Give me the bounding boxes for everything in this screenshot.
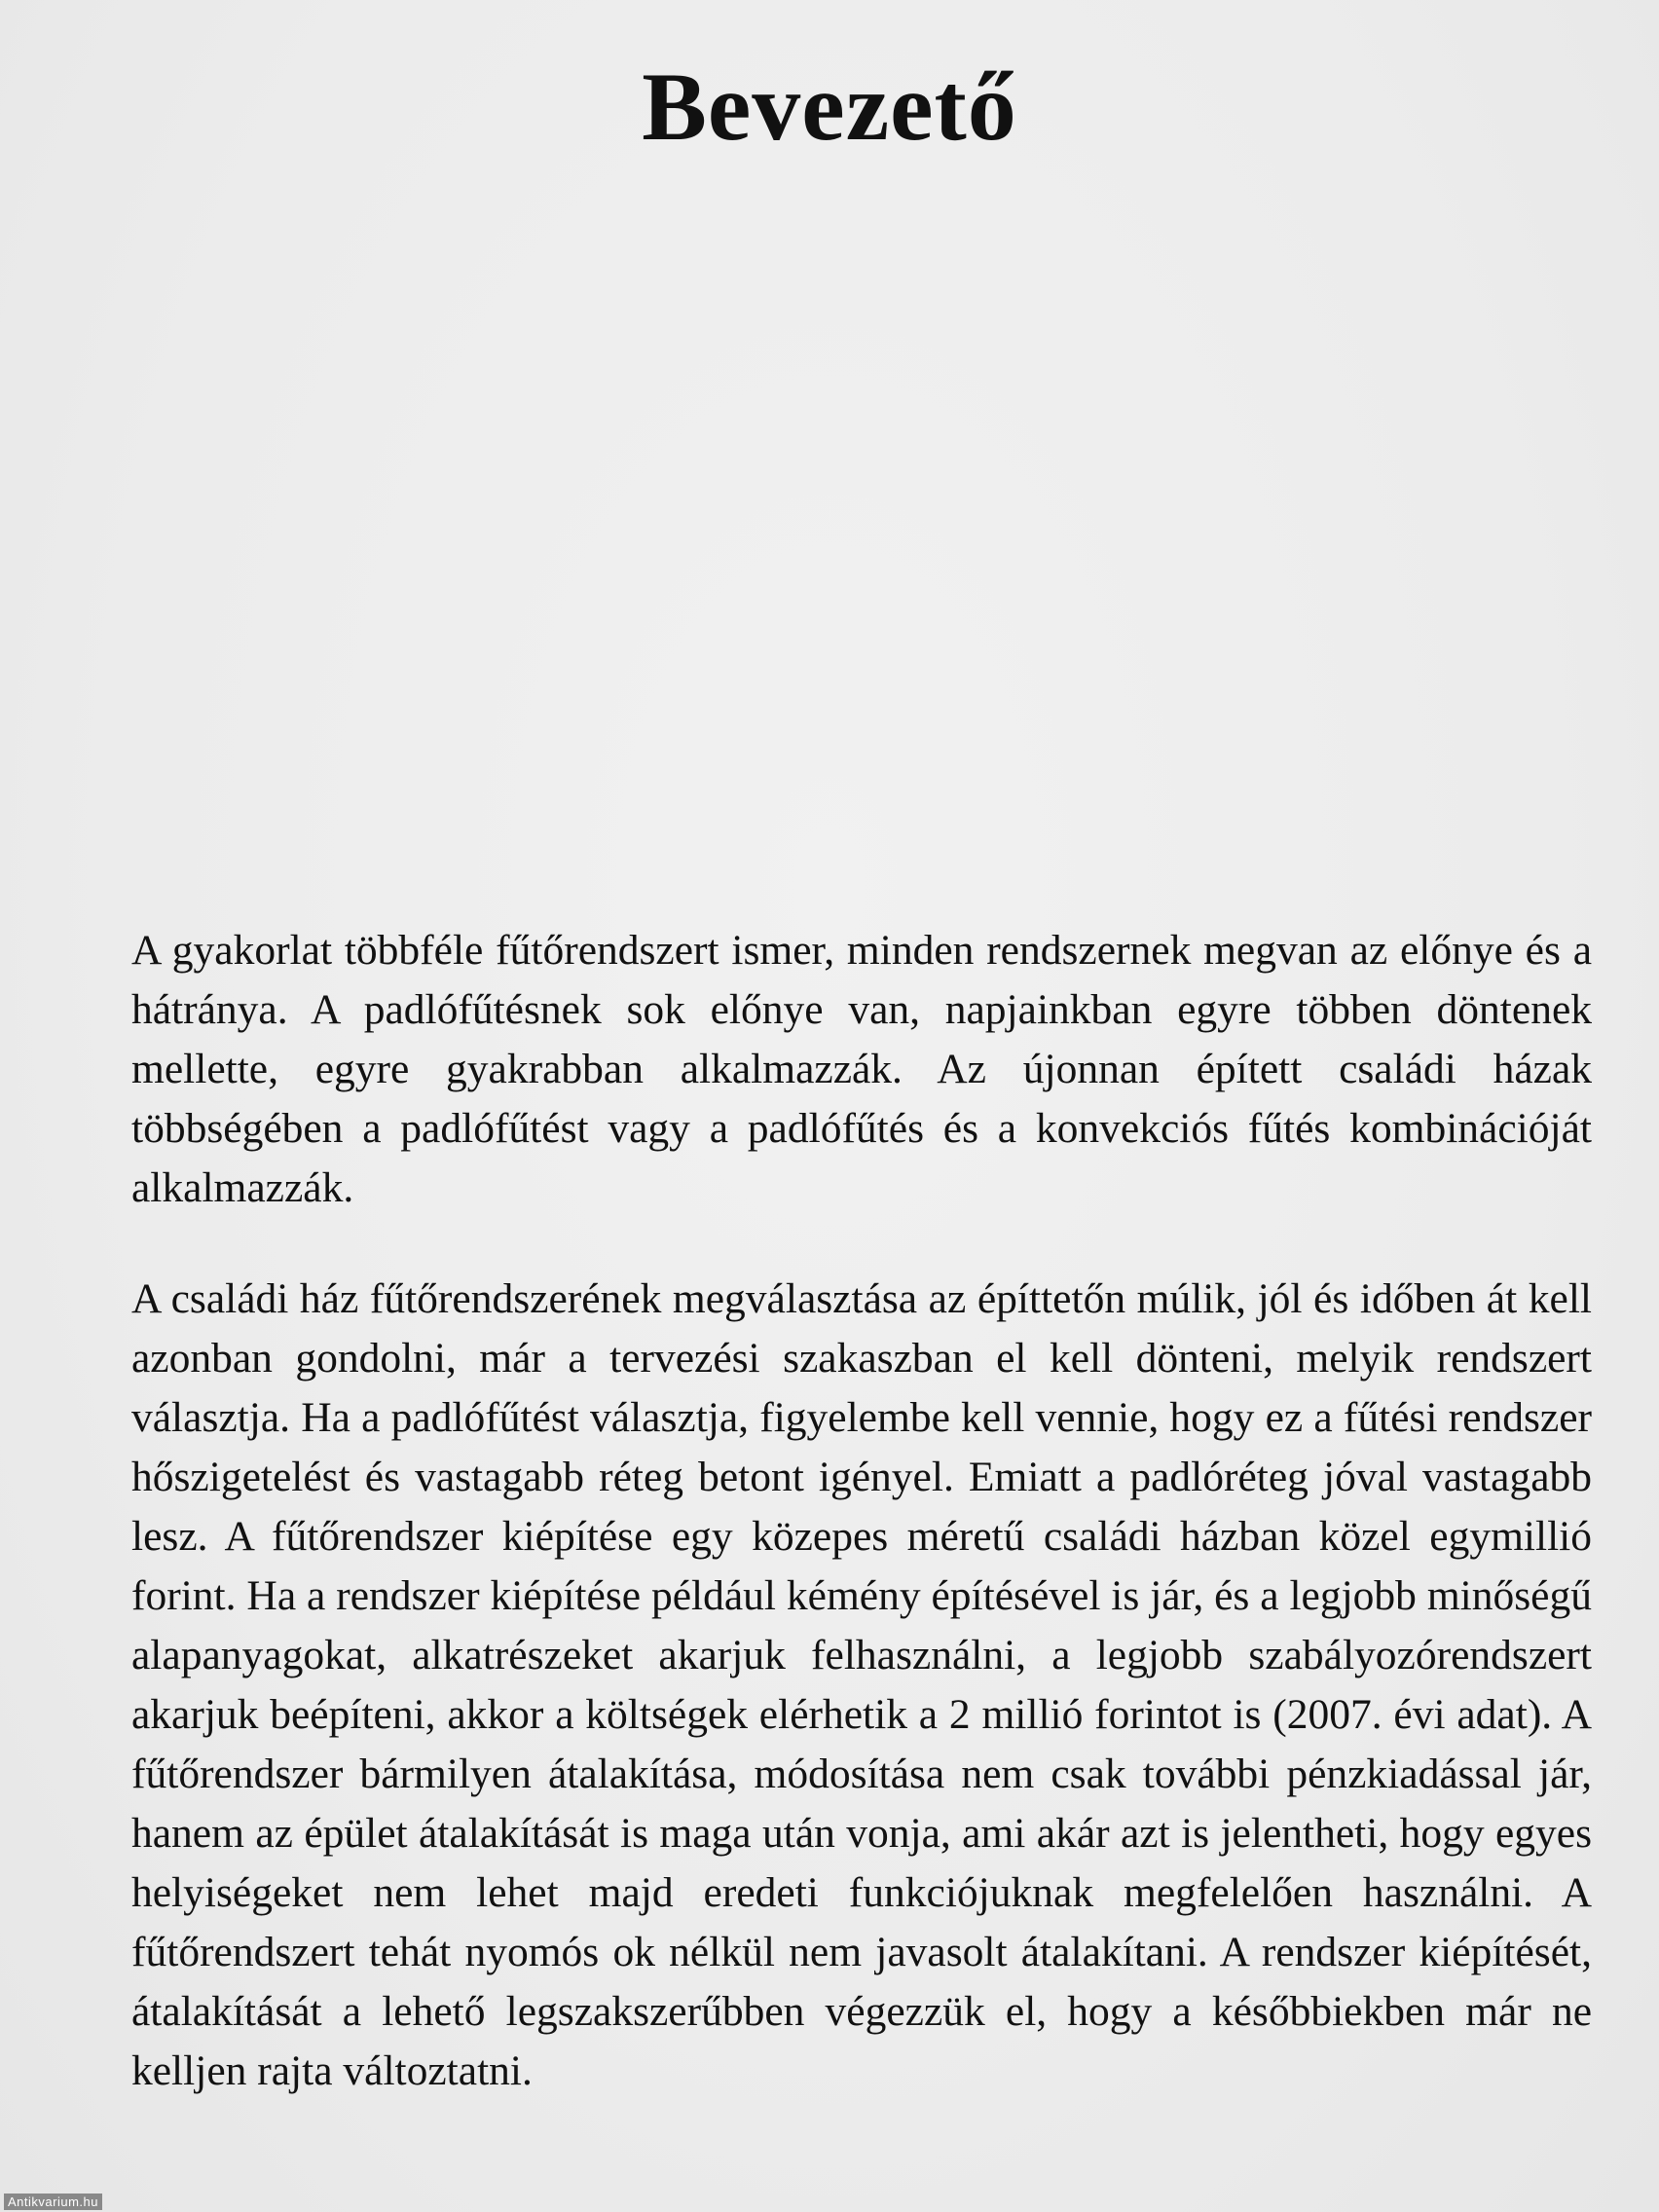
paragraph-main: A családi ház fűtőrendszerének megválasztása az építtetőn múlik, jól és időben át kell azonban gondolni, már a tervezési szakaszban el kell dönteni, melyik rendszert választja. Ha a padlófűtést választja, figyelembe kell vennie, hogy ez a fűtési rendszer hőszigetelést és vastagabb réteg betont igényel. Emiatt a padlóréteg jóval vastagabb lesz. A fűtőrendszer kiépítése egy közepes méretű családi házban közel egymillió forint. Ha a rendszer kiépítése például kémény építésével is jár, és a legjobb minőségű alapanyagokat, alkatrészeket akarjuk felhasználni, a legjobb szabályozórendszert akarjuk beépíteni, akkor a költségek elérhetik a 2 millió forintot is (2007. évi adat). A fűtőrendszer bármilyen átalakítása, módosítása nem csak további pénzkiadással jár, hanem az épület átalakítását is maga után vonja, ami akár azt is jelentheti, hogy egyes helyiségeket nem lehet majd eredeti funkciójuknak megfelelően használni. A fűtőrendszert tehát nyomós ok nélkül nem javasolt átalakítani. A rendszer kiépítését, átalakítását a lehető legszakszerűbben végezzük el, hogy a későbbiekben már ne kelljen rajta változtatni. <box>131 1275 1592 2094</box>
watermark: Antikvarium.hu <box>4 2194 102 2210</box>
page-title: Bevezető <box>642 53 1017 161</box>
paragraph-intro: A gyakorlat többféle fűtőrendszert ismer, minden rendszernek megvan az előnye és a hátránya. A padlófűtésnek sok előnye van, napjainkban egyre többen döntenek mellette, egyre gyakrabban alkalmazzák. Az újonnan épített családi házak többségében a padlófűtést vagy a padlófűtés és a konvekciós fűtés kombinációját alkalmazzák. <box>131 927 1592 1211</box>
